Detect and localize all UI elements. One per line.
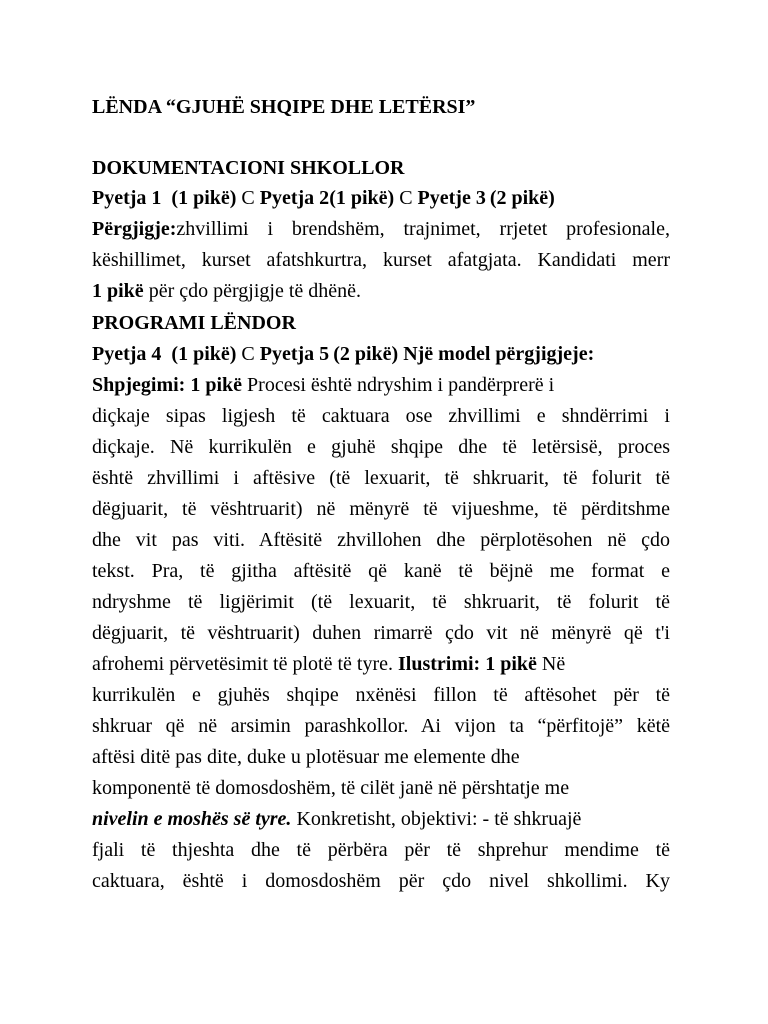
question-answer: C [241, 343, 255, 365]
question-label: Pyetja 5 [259, 343, 330, 365]
body-line-5: dhe vit pas viti. Aftësitë zhvillohen dhe përplotësohen në çdo [92, 529, 670, 551]
question-points: (1 pikë) [171, 187, 237, 209]
question-answer: C [399, 187, 413, 209]
question-points: (2 pikë) [489, 187, 555, 209]
question-points: (1 pikë) [329, 187, 395, 209]
question-points: (1 pikë) [171, 343, 237, 365]
question-label: Pyetja 4 [92, 343, 162, 365]
model-answer-label: Një model përgjigjeje: [403, 343, 595, 365]
body-line-12: aftësi ditë pas dite, duke u plotësuar me elemente dhe [92, 746, 520, 768]
question-label: Pyetja 2 [259, 187, 330, 209]
answer-line-1: Përgjigje:zhvillimi i brendshëm, trajnimet, rrjetet profesionale, [92, 218, 670, 240]
questions-line-2 [92, 342, 682, 366]
body-line-3: është zhvillimi i aftësive (të lexuarit, të shkruarit, të folurit të [92, 467, 670, 489]
body-line-6: tekst. Pra, të gjitha aftësitë që kanë të bëjnë me format e [92, 560, 670, 582]
answer-label: Përgjigje: [92, 218, 177, 240]
body-line-14: nivelin e moshës së tyre. Konkretisht, objektivi: - të shkruajë [92, 808, 582, 830]
body-line-13: komponentë të domosdoshëm, të cilët janë në përshtatje me [92, 777, 570, 799]
body-line-15: fjali të thjeshta dhe të përbëra për të shprehur mendime të [92, 839, 670, 861]
emphasis-text: nivelin e moshës së tyre. [92, 808, 292, 830]
document-title: LËNDA “GJUHË SHQIPE DHE LETËRSI” [92, 96, 476, 118]
body-line-0: Shpjegimi: 1 pikë Procesi është ndryshim i pandërprerë i [92, 374, 555, 396]
question-label: Pyetje 3 [417, 187, 486, 209]
answer-line-3: 1 pikë për çdo përgjigje të dhënë. [92, 280, 362, 302]
body-line-7: ndryshme të ligjërimit (të lexuarit, të shkruarit, të folurit të [92, 591, 670, 613]
explanation-label: Shpjegimi: 1 pikë [92, 374, 243, 396]
body-line-8: dëgjuarit, të vështruarit) duhen rimarrë çdo vit në mënyrë që t'i [92, 622, 670, 644]
body-line-10: kurrikulën e gjuhës shqipe nxënësi fillon të aftësohet për të [92, 684, 670, 706]
body-line-9: afrohemi përvetësimit të plotë të tyre. Ilustrimi: 1 pikë Në [92, 653, 566, 675]
body-line-16: caktuara, është i domosdoshëm për çdo nivel shkollimi. Ky [92, 870, 670, 892]
body-line-11: shkruar që në arsimin parashkollor. Ai vijon ta “përfitojë” këtë [92, 715, 670, 737]
section-heading-programi: PROGRAMI LËNDOR [92, 312, 296, 334]
question-points: (2 pikë) [333, 343, 399, 365]
body-line-4: dëgjuarit, të vështruarit) në mënyrë të vijueshme, të përditshme [92, 498, 670, 520]
illustration-label: Ilustrimi: 1 pikë [398, 653, 537, 675]
body-line-2: diçkaje. Në kurrikulën e gjuhë shqipe dhe të letërsisë, proces [92, 436, 670, 458]
answer-line-2: këshillimet, kurset afatshkurtra, kurset afatgjata. Kandidati merr [92, 249, 670, 271]
question-label: Pyetja 1 [92, 187, 162, 209]
question-answer: C [241, 187, 255, 209]
section-heading-dokumentacioni: DOKUMENTACIONI SHKOLLOR [92, 157, 405, 179]
body-line-1: diçkaje sipas ligjesh të caktuara ose zhvillimi e shndërrimi i [92, 405, 670, 427]
questions-line-1 [92, 186, 670, 210]
